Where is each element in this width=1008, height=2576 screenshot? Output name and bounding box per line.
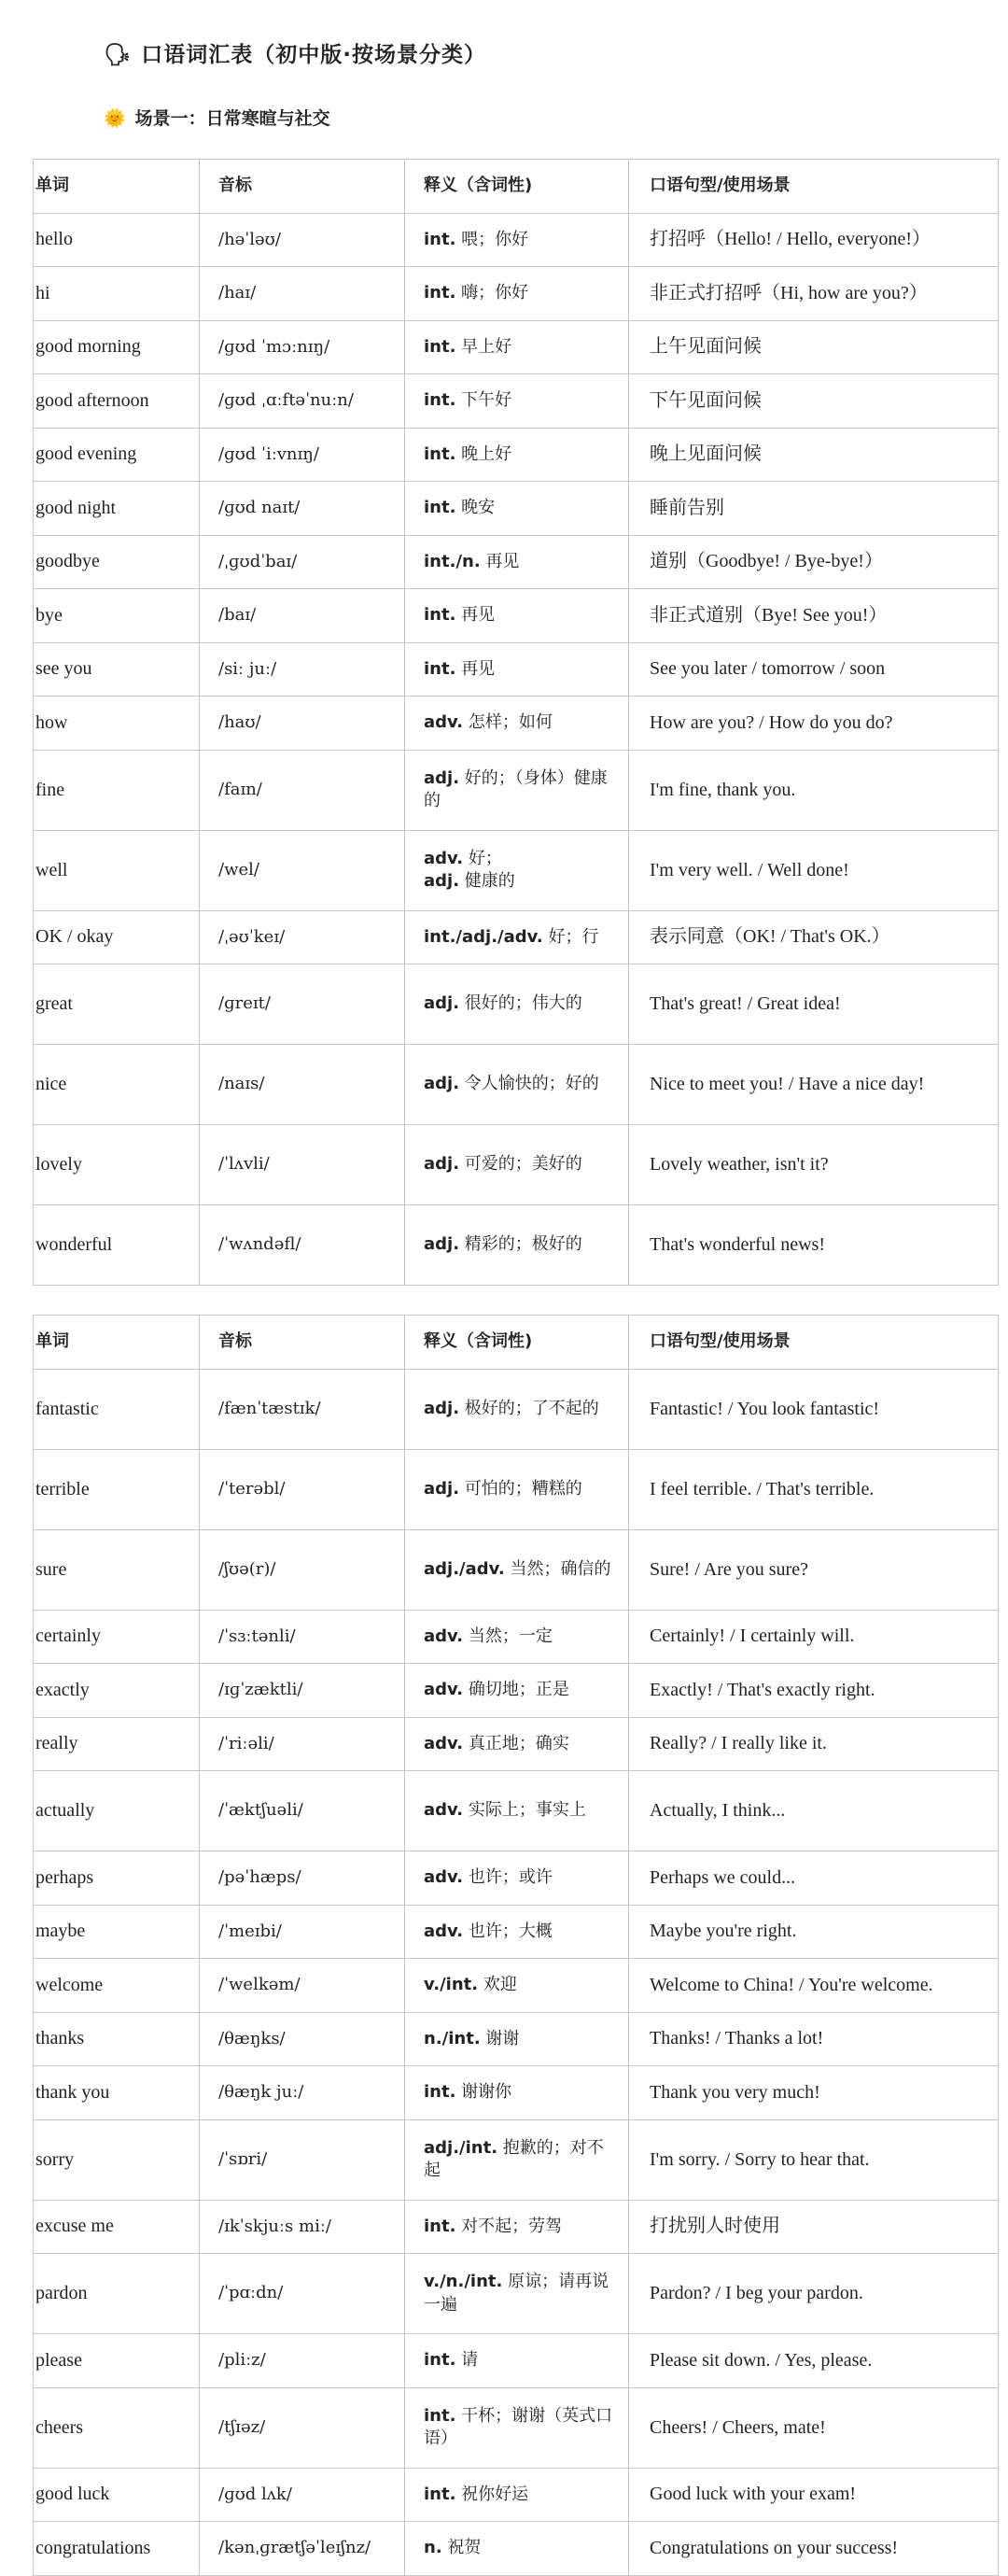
usage-cell: Really? / I really like it.: [629, 1717, 999, 1771]
phonetic-cell: /haɪ/: [200, 267, 405, 321]
definition-text: 晚上好: [455, 443, 512, 464]
word-cell: thanks: [34, 2012, 200, 2066]
usage-cell: How are you? / How do you do?: [629, 697, 999, 751]
header-definition: 释义（含词性): [405, 160, 629, 214]
table-row: [34, 2200, 999, 2254]
table-row: [34, 2387, 999, 2468]
table-row: [34, 1905, 999, 1959]
part-of-speech: int.: [424, 2216, 456, 2236]
phonetic-cell: /ˈmeɪbi/: [200, 1905, 405, 1959]
word-cell: bye: [34, 589, 200, 643]
vocab-table-2: [33, 1315, 999, 2576]
definition-cell: [405, 1125, 629, 1205]
definition-cell: [405, 2387, 629, 2468]
definition-text: 很好的；伟大的: [459, 993, 582, 1014]
definition-cell: [405, 374, 629, 429]
usage-cell: 非正式打招呼（Hi, how are you?）: [629, 267, 999, 321]
table-row: [34, 1205, 999, 1286]
word-cell: welcome: [34, 1959, 200, 2013]
word-cell: good evening: [34, 428, 200, 482]
table-row: [34, 910, 999, 964]
word-cell: wonderful: [34, 1205, 200, 1286]
part-of-speech: int.: [424, 443, 456, 464]
definition-cell: [405, 1610, 629, 1664]
word-cell: please: [34, 2334, 200, 2388]
part-of-speech: int.: [424, 336, 456, 357]
definition-cell: [405, 213, 629, 267]
definition-cell: [405, 642, 629, 697]
usage-cell: Cheers! / Cheers, mate!: [629, 2387, 999, 2468]
table-row: [34, 2012, 999, 2066]
table-row: [34, 1369, 999, 1449]
phonetic-cell: /ɡʊd ˈmɔːnɪŋ/: [200, 320, 405, 374]
part-of-speech: int./n.: [424, 551, 481, 571]
phonetic-cell: /ˈpɑːdn/: [200, 2254, 405, 2334]
definition-cell: [405, 750, 629, 830]
definition-cell: [405, 1205, 629, 1286]
table-row: [34, 2066, 999, 2120]
page-title: [104, 37, 486, 68]
header-phonetic: 音标: [200, 160, 405, 214]
word-cell: really: [34, 1717, 200, 1771]
usage-cell: 表示同意（OK! / That's OK.）: [629, 910, 999, 964]
usage-cell: 非正式道别（Bye! See you!）: [629, 589, 999, 643]
phonetic-cell: /ˈlʌvli/: [200, 1125, 405, 1205]
definition-text: 请: [455, 2350, 479, 2371]
part-of-speech: adv.: [424, 1800, 464, 1821]
part-of-speech: int.: [424, 390, 456, 411]
usage-cell: That's great! / Great idea!: [629, 964, 999, 1045]
phonetic-cell: /ɪɡˈzæktli/: [200, 1664, 405, 1718]
definition-cell: [405, 2522, 629, 2576]
definition-cell: [405, 2119, 629, 2200]
part-of-speech: adj.: [424, 993, 460, 1014]
phonetic-cell: /wel/: [200, 830, 405, 910]
word-cell: certainly: [34, 1610, 200, 1664]
usage-cell: Nice to meet you! / Have a nice day!: [629, 1045, 999, 1125]
definition-cell: [405, 1369, 629, 1449]
usage-cell: 睡前告别: [629, 482, 999, 536]
word-cell: actually: [34, 1771, 200, 1851]
definition-cell: [405, 2200, 629, 2254]
phonetic-cell: /ɡʊd ˌɑːftəˈnuːn/: [200, 374, 405, 429]
part-of-speech: int./adj./adv.: [424, 926, 543, 947]
usage-cell: Perhaps we could...: [629, 1851, 999, 1906]
table-row: [34, 2468, 999, 2522]
table-row: [34, 2522, 999, 2576]
part-of-speech: int.: [424, 658, 456, 679]
definition-cell: [405, 910, 629, 964]
phonetic-cell: /ɡʊd naɪt/: [200, 482, 405, 536]
table-row: [34, 2254, 999, 2334]
definition-text: 再见: [455, 605, 496, 626]
table-row: [34, 1664, 999, 1718]
word-cell: good morning: [34, 320, 200, 374]
header-word: 单词: [34, 1316, 200, 1370]
part-of-speech: adv.: [424, 1680, 464, 1700]
header-definition: 释义（含词性): [405, 1316, 629, 1370]
part-of-speech: adv.: [424, 1867, 464, 1888]
phonetic-cell: /kənˌɡrætʃəˈleɪʃnz/: [200, 2522, 405, 2576]
table-row: [34, 750, 999, 830]
definition-cell: [405, 1717, 629, 1771]
word-cell: terrible: [34, 1449, 200, 1529]
definition-cell: [405, 2012, 629, 2066]
table-row: [34, 1045, 999, 1125]
table-row: [34, 1529, 999, 1610]
word-cell: sorry: [34, 2119, 200, 2200]
part-of-speech: adj./adv.: [424, 1558, 505, 1579]
definition-text: 好；: [463, 848, 502, 868]
part-of-speech: int.: [424, 229, 456, 249]
word-cell: exactly: [34, 1664, 200, 1718]
definition-text: 可爱的；美好的: [459, 1154, 582, 1175]
part-of-speech: adj.: [424, 1074, 460, 1094]
table-row: [34, 1959, 999, 2013]
definition-cell: [405, 482, 629, 536]
header-phonetic: 音标: [200, 1316, 405, 1370]
definition-text: 抱歉的；对不起: [424, 2137, 604, 2180]
table-row: [34, 830, 999, 910]
vocab-table-1: [33, 159, 999, 1286]
phonetic-cell: /ʃʊə(r)/: [200, 1529, 405, 1610]
usage-cell: 打招呼（Hello! / Hello, everyone!）: [629, 213, 999, 267]
usage-cell: That's wonderful news!: [629, 1205, 999, 1286]
part-of-speech: adv.: [424, 1733, 464, 1753]
definition-cell: [405, 2334, 629, 2388]
table-row: [34, 1717, 999, 1771]
word-cell: hello: [34, 213, 200, 267]
definition-text: 谢谢: [480, 2028, 520, 2048]
phonetic-cell: /ɡreɪt/: [200, 964, 405, 1045]
phonetic-cell: /ˌəʊˈkeɪ/: [200, 910, 405, 964]
word-cell: pardon: [34, 2254, 200, 2334]
definition-cell: [405, 1529, 629, 1610]
speaking-head-icon: 🗣: [104, 43, 133, 67]
phonetic-cell: /ˈæktʃuəli/: [200, 1771, 405, 1851]
definition-text: 可怕的；糟糕的: [459, 1478, 582, 1499]
definition-text: 极好的；了不起的: [459, 1398, 599, 1418]
word-cell: cheers: [34, 2387, 200, 2468]
definition-cell: [405, 1771, 629, 1851]
table-row: [34, 213, 999, 267]
word-cell: OK / okay: [34, 910, 200, 964]
usage-cell: I'm sorry. / Sorry to hear that.: [629, 2119, 999, 2200]
usage-cell: Please sit down. / Yes, please.: [629, 2334, 999, 2388]
usage-cell: Certainly! / I certainly will.: [629, 1610, 999, 1664]
phonetic-cell: /ɡʊd ˈiːvnɪŋ/: [200, 428, 405, 482]
part-of-speech: adj.: [424, 871, 460, 891]
phonetic-cell: /θæŋk juː/: [200, 2066, 405, 2120]
definition-text: 谢谢你: [455, 2082, 512, 2103]
phonetic-cell: /ɪkˈskjuːs miː/: [200, 2200, 405, 2254]
table-header-row: [34, 160, 999, 214]
word-cell: see you: [34, 642, 200, 697]
definition-cell: [405, 320, 629, 374]
definition-cell: [405, 697, 629, 751]
usage-cell: I feel terrible. / That's terrible.: [629, 1449, 999, 1529]
part-of-speech: v./n./int.: [424, 2272, 503, 2292]
part-of-speech: adj.: [424, 767, 460, 788]
phonetic-cell: /θæŋks/: [200, 2012, 405, 2066]
definition-text: 真正地；确实: [463, 1733, 569, 1753]
definition-cell: [405, 2254, 629, 2334]
table-row: [34, 535, 999, 589]
word-cell: sure: [34, 1529, 200, 1610]
table-row: [34, 2119, 999, 2200]
table-row: [34, 482, 999, 536]
phonetic-cell: /ɡʊd lʌk/: [200, 2468, 405, 2522]
definition-text: 也许；大概: [463, 1921, 553, 1941]
part-of-speech: adv.: [424, 1626, 464, 1646]
table-row: [34, 320, 999, 374]
usage-cell: 上午见面问候: [629, 320, 999, 374]
definition-text: 当然；一定: [463, 1626, 553, 1646]
phonetic-cell: /ˈriːəli/: [200, 1717, 405, 1771]
definition-text: 下午好: [455, 390, 512, 411]
usage-cell: 打扰别人时使用: [629, 2200, 999, 2254]
part-of-speech: adv.: [424, 848, 464, 868]
definition-cell: [405, 964, 629, 1045]
word-cell: great: [34, 964, 200, 1045]
definition-cell: [405, 2066, 629, 2120]
part-of-speech: int.: [424, 605, 456, 626]
phonetic-cell: /baɪ/: [200, 589, 405, 643]
table-row: [34, 642, 999, 697]
definition-text: 祝你好运: [455, 2484, 529, 2504]
definition-cell: [405, 830, 629, 910]
word-cell: how: [34, 697, 200, 751]
definition-text: 对不起；劳驾: [455, 2216, 563, 2236]
definition-text: 欢迎: [478, 1975, 517, 1995]
word-cell: good luck: [34, 2468, 200, 2522]
usage-cell: Congratulations on your success!: [629, 2522, 999, 2576]
usage-cell: See you later / tomorrow / soon: [629, 642, 999, 697]
part-of-speech: v./int.: [424, 1975, 479, 1995]
definition-cell: [405, 1045, 629, 1125]
table-header-row: [34, 1316, 999, 1370]
phonetic-cell: /ˈterəbl/: [200, 1449, 405, 1529]
definition-text: 确切地；正是: [463, 1680, 569, 1700]
table-row: [34, 374, 999, 429]
definition-text: 当然；确信的: [504, 1558, 611, 1579]
part-of-speech: int.: [424, 2082, 456, 2103]
table-row: [34, 697, 999, 751]
header-word: 单词: [34, 160, 200, 214]
part-of-speech: int.: [424, 283, 456, 303]
table-row: [34, 589, 999, 643]
phonetic-cell: /ˌɡʊdˈbaɪ/: [200, 535, 405, 589]
definition-text: 好；行: [542, 926, 599, 947]
scene-heading: [104, 105, 330, 130]
usage-cell: I'm fine, thank you.: [629, 750, 999, 830]
part-of-speech: adj./int.: [424, 2137, 498, 2158]
table-row: [34, 964, 999, 1045]
word-cell: good night: [34, 482, 200, 536]
definition-cell: [405, 2468, 629, 2522]
table-row: [34, 267, 999, 321]
part-of-speech: n.: [424, 2538, 442, 2558]
usage-cell: Thanks! / Thanks a lot!: [629, 2012, 999, 2066]
table-row: [34, 428, 999, 482]
phonetic-cell: /pliːz/: [200, 2334, 405, 2388]
usage-cell: I'm very well. / Well done!: [629, 830, 999, 910]
part-of-speech: int.: [424, 2405, 456, 2426]
table-row: [34, 1449, 999, 1529]
word-cell: excuse me: [34, 2200, 200, 2254]
part-of-speech: int.: [424, 498, 456, 518]
usage-cell: Sure! / Are you sure?: [629, 1529, 999, 1610]
table-row: [34, 2334, 999, 2388]
phonetic-cell: /haʊ/: [200, 697, 405, 751]
definition-cell: [405, 1959, 629, 2013]
definition-cell: [405, 535, 629, 589]
part-of-speech: adj.: [424, 1154, 460, 1175]
table-row: [34, 1771, 999, 1851]
usage-cell: Good luck with your exam!: [629, 2468, 999, 2522]
usage-cell: 晚上见面问候: [629, 428, 999, 482]
table-row: [34, 1610, 999, 1664]
word-cell: thank you: [34, 2066, 200, 2120]
usage-cell: Actually, I think...: [629, 1771, 999, 1851]
word-cell: nice: [34, 1045, 200, 1125]
definition-text: 也许；或许: [463, 1867, 553, 1888]
table-row: [34, 1851, 999, 1906]
phonetic-cell: /tʃɪəz/: [200, 2387, 405, 2468]
word-cell: fine: [34, 750, 200, 830]
part-of-speech: n./int.: [424, 2028, 481, 2048]
usage-cell: Thank you very much!: [629, 2066, 999, 2120]
part-of-speech: int.: [424, 2350, 456, 2371]
usage-cell: Welcome to China! / You're welcome.: [629, 1959, 999, 2013]
definition-cell: [405, 267, 629, 321]
phonetic-cell: /ˈwelkəm/: [200, 1959, 405, 2013]
word-cell: hi: [34, 267, 200, 321]
header-usage: 口语句型/使用场景: [629, 1316, 999, 1370]
definition-text: 早上好: [455, 336, 512, 357]
usage-cell: Fantastic! / You look fantastic!: [629, 1369, 999, 1449]
usage-cell: Pardon? / I beg your pardon.: [629, 2254, 999, 2334]
definition-cell: [405, 1851, 629, 1906]
part-of-speech: adv.: [424, 1921, 464, 1941]
phonetic-cell: /pəˈhæps/: [200, 1851, 405, 1906]
usage-cell: 下午见面问候: [629, 374, 999, 429]
usage-cell: Maybe you're right.: [629, 1905, 999, 1959]
definition-text: 好的；（身体）健康的: [424, 767, 608, 810]
usage-cell: Exactly! / That's exactly right.: [629, 1664, 999, 1718]
definition-cell: [405, 1449, 629, 1529]
definition-text: 健康的: [459, 871, 515, 891]
definition-text: 干杯；谢谢（英式口语）: [424, 2405, 613, 2448]
definition-text: 原谅；请再说一遍: [424, 2272, 609, 2315]
usage-cell: 道别（Goodbye! / Bye-bye!）: [629, 535, 999, 589]
phonetic-cell: /naɪs/: [200, 1045, 405, 1125]
word-cell: perhaps: [34, 1851, 200, 1906]
phonetic-cell: /ˈwʌndəfl/: [200, 1205, 405, 1286]
part-of-speech: adj.: [424, 1398, 460, 1418]
phonetic-cell: /həˈləʊ/: [200, 213, 405, 267]
usage-cell: Lovely weather, isn't it?: [629, 1125, 999, 1205]
part-of-speech: int.: [424, 2484, 456, 2504]
definition-text: 再见: [455, 658, 496, 679]
phonetic-cell: /fænˈtæstɪk/: [200, 1369, 405, 1449]
phonetic-cell: /siː juː/: [200, 642, 405, 697]
definition-cell: [405, 589, 629, 643]
word-cell: lovely: [34, 1125, 200, 1205]
header-usage: 口语句型/使用场景: [629, 160, 999, 214]
phonetic-cell: /faɪn/: [200, 750, 405, 830]
definition-text: 实际上；事实上: [463, 1800, 586, 1821]
phonetic-cell: /ˈsɒri/: [200, 2119, 405, 2200]
definition-cell: [405, 1664, 629, 1718]
definition-text: 令人愉快的；好的: [459, 1074, 599, 1094]
definition-cell: [405, 1905, 629, 1959]
definition-text: 嗨；你好: [455, 283, 529, 303]
scene-heading-text: 场景一：日常寒暄与社交: [134, 108, 330, 129]
definition-text: 怎样；如何: [463, 712, 553, 733]
word-cell: good afternoon: [34, 374, 200, 429]
part-of-speech: adj.: [424, 1478, 460, 1499]
part-of-speech: adj.: [424, 1234, 460, 1255]
definition-text: 精彩的；极好的: [459, 1234, 582, 1255]
definition-text: 喂；你好: [455, 229, 529, 249]
word-cell: well: [34, 830, 200, 910]
page-title-text: 口语词汇表（初中版·按场景分类）: [141, 43, 486, 67]
definition-text: 再见: [480, 551, 520, 571]
word-cell: congratulations: [34, 2522, 200, 2576]
sun-icon: 🌞: [104, 108, 126, 129]
definition-cell: [405, 428, 629, 482]
definition-text: 晚安: [455, 498, 496, 518]
word-cell: maybe: [34, 1905, 200, 1959]
part-of-speech: adv.: [424, 712, 464, 733]
word-cell: fantastic: [34, 1369, 200, 1449]
phonetic-cell: /ˈsɜːtənli/: [200, 1610, 405, 1664]
definition-text: 祝贺: [441, 2538, 482, 2558]
table-row: [34, 1125, 999, 1205]
word-cell: goodbye: [34, 535, 200, 589]
